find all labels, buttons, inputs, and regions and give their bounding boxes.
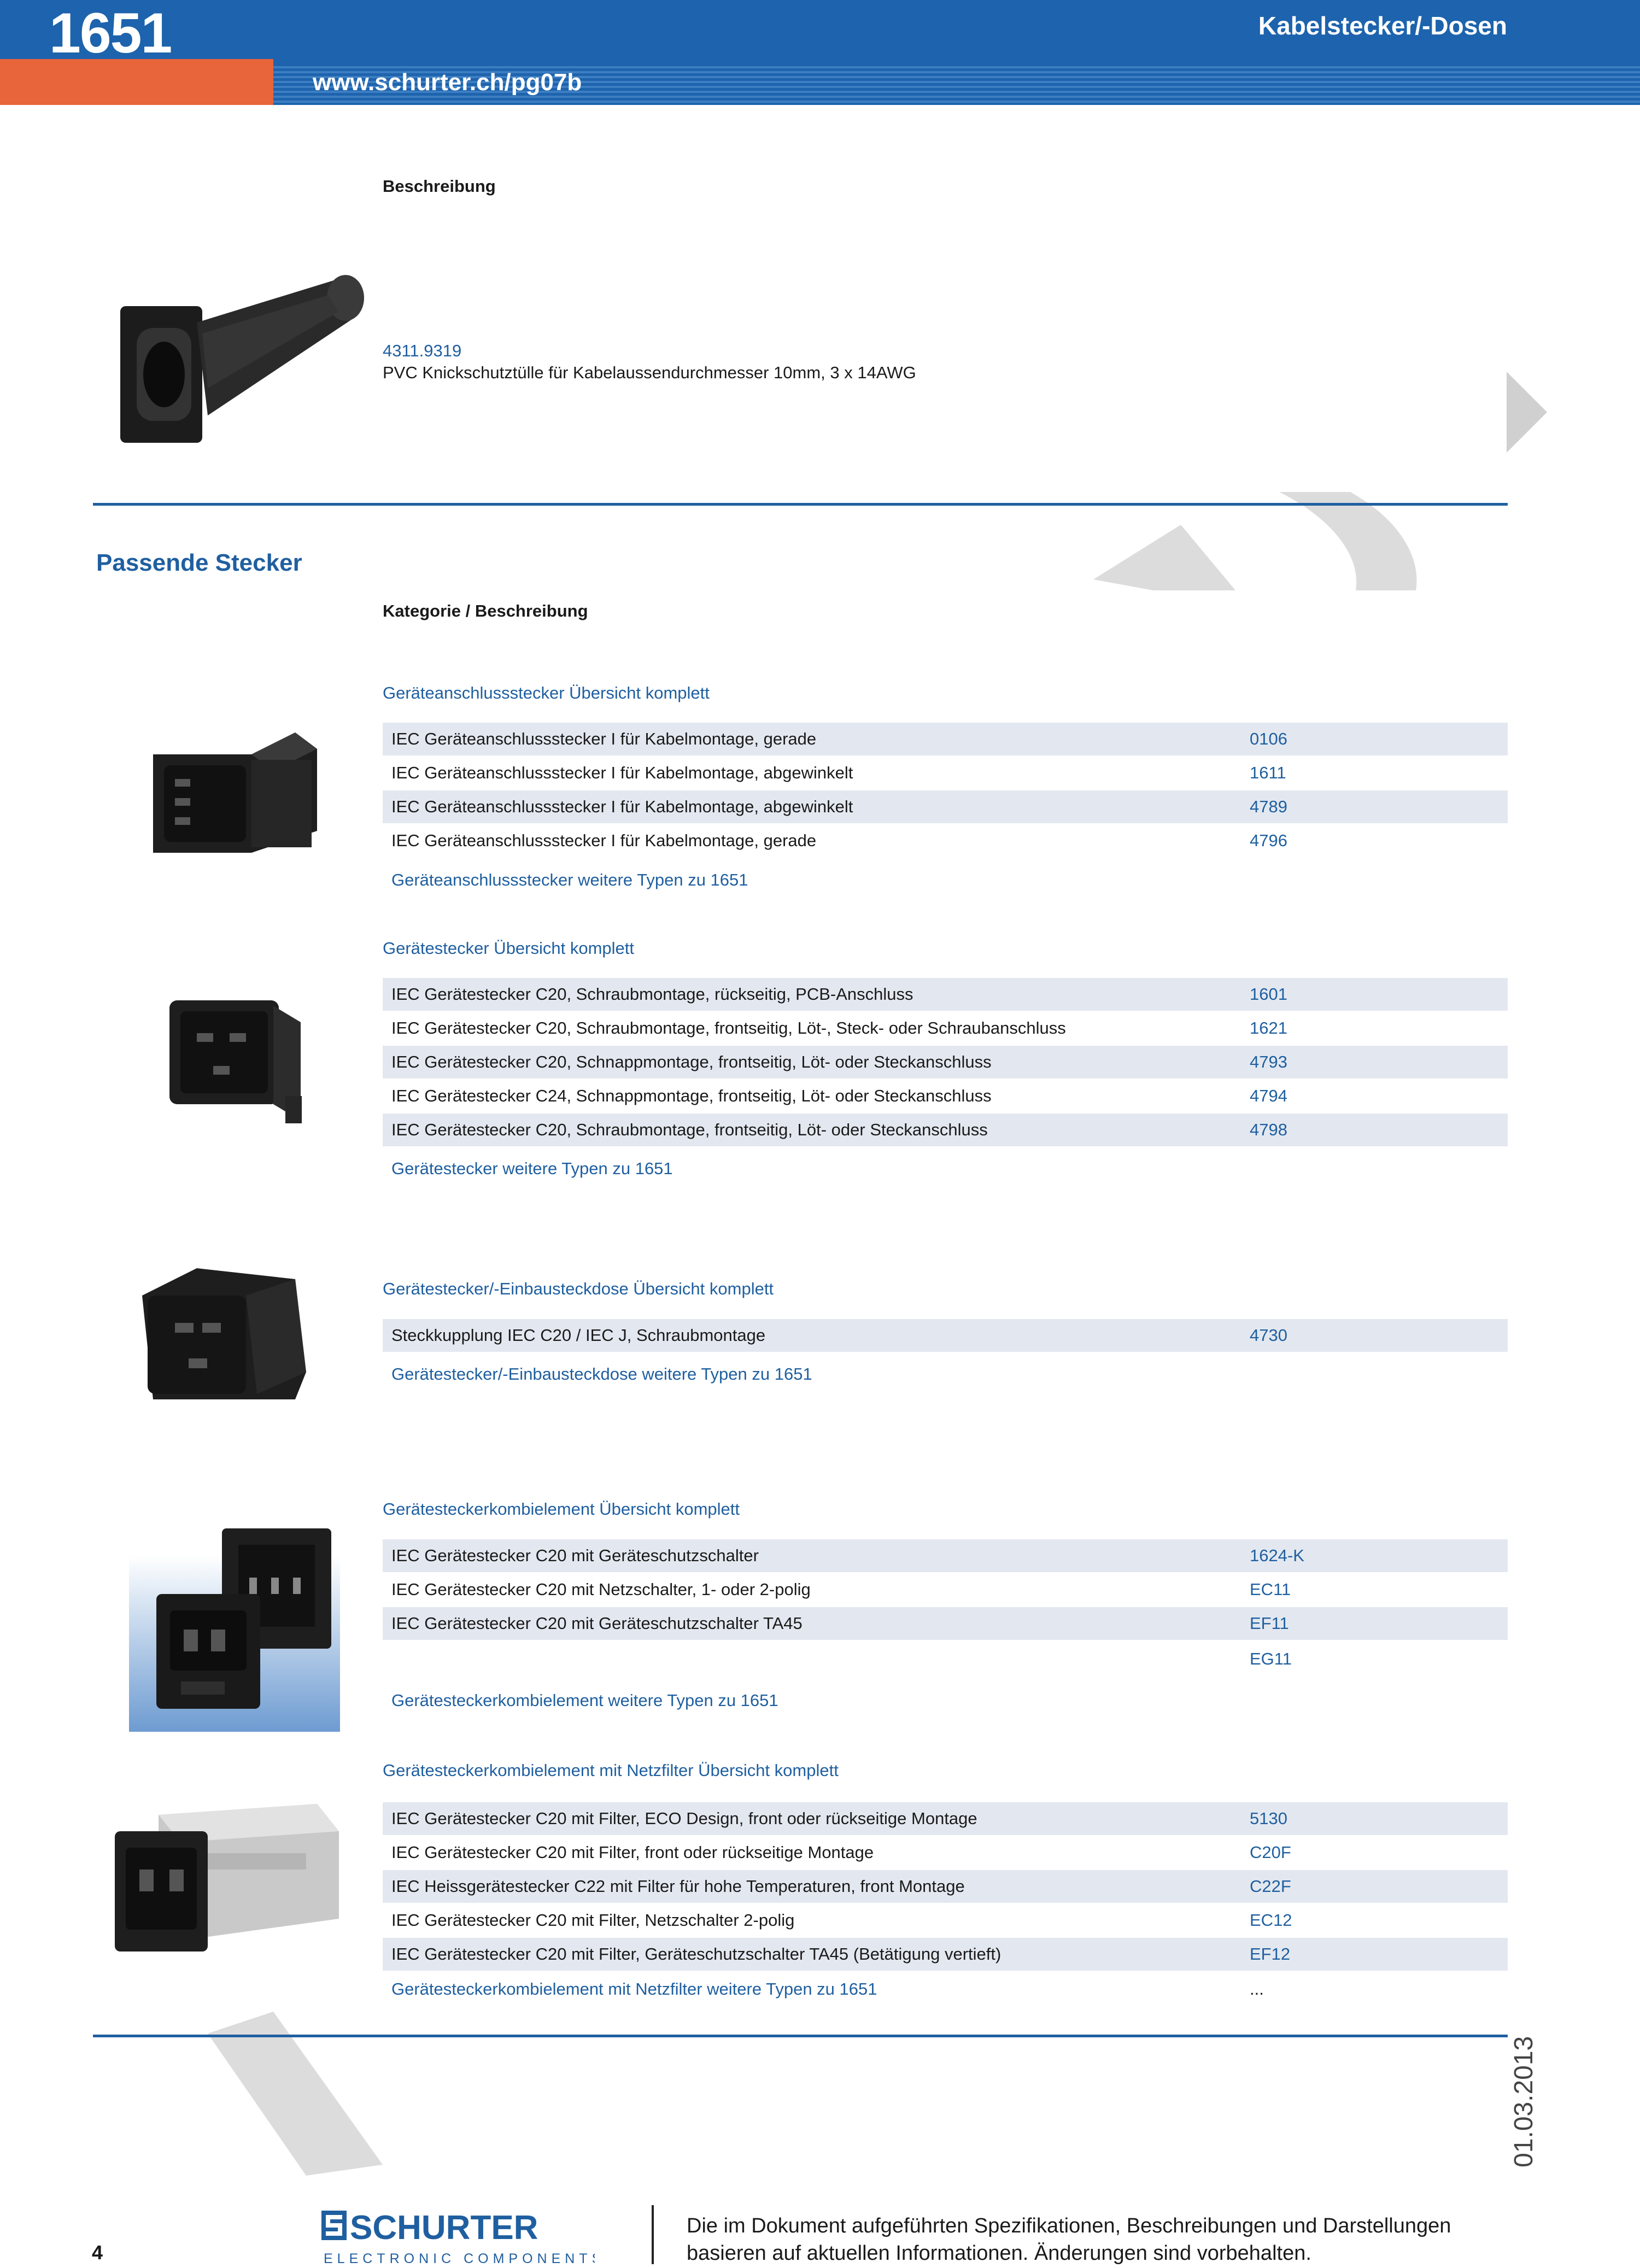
table-row[interactable]: [383, 757, 1508, 789]
schurter-logo: [321, 2206, 595, 2268]
row-description: Steckkupplung IEC C20 / IEC J, Schraubmontage: [391, 1326, 766, 1345]
row-code[interactable]: C20F: [1250, 1843, 1291, 1862]
row-description: IEC Geräteanschlussstecker I für Kabelmontage, gerade: [391, 831, 817, 850]
description-heading: Beschreibung: [383, 177, 496, 196]
table-row[interactable]: [383, 1573, 1508, 1606]
table-row[interactable]: [383, 1643, 1508, 1675]
row-description: IEC Gerätestecker C20 mit Filter, Geräteschutzschalter TA45 (Betätigung vertieft): [391, 1944, 1001, 1964]
table-row[interactable]: [383, 1870, 1508, 1903]
row-code[interactable]: 4798: [1250, 1120, 1287, 1139]
table-row[interactable]: [383, 1114, 1508, 1146]
row-description: IEC Geräteanschlussstecker I für Kabelmontage, abgewinkelt: [391, 763, 853, 782]
row-code[interactable]: 4789: [1250, 797, 1287, 816]
group-title[interactable]: Gerätestecker/-Einbausteckdose Übersicht komplett: [383, 1279, 774, 1298]
row-code[interactable]: C22F: [1250, 1877, 1291, 1896]
section-divider: [93, 503, 1508, 506]
table-row[interactable]: [383, 1080, 1508, 1112]
table-row[interactable]: [383, 824, 1508, 857]
product-number: 1651: [49, 2, 172, 65]
row-code[interactable]: 0106: [1250, 729, 1287, 748]
table-row[interactable]: [383, 1319, 1508, 1352]
row-code[interactable]: 1624-K: [1250, 1546, 1304, 1565]
section-title: Passende Stecker: [96, 549, 302, 576]
decorative-swoosh: [1093, 481, 1432, 590]
row-description: IEC Gerätestecker C20, Schraubmontage, rückseitig, PCB-Anschluss: [391, 984, 913, 1004]
row-description: IEC Geräteanschlussstecker I für Kabelmontage, abgewinkelt: [391, 797, 853, 816]
row-code[interactable]: 4793: [1250, 1052, 1287, 1071]
more-types-link[interactable]: Gerätesteckerkombielement weitere Typen zu 1651: [391, 1691, 778, 1710]
row-description: IEC Gerätestecker C20, Schnappmontage, frontseitig, Löt- oder Steckanschluss: [391, 1052, 992, 1071]
row-code[interactable]: 4796: [1250, 831, 1287, 850]
device-plug-image: [164, 989, 312, 1132]
row-description: IEC Gerätestecker C20, Schraubmontage, frontseitig, Löt- oder Steckanschluss: [391, 1120, 988, 1139]
disclaimer: [687, 2212, 1528, 2267]
table-row[interactable]: [383, 978, 1508, 1011]
group-title[interactable]: Gerätesteckerkombielement mit Netzfilter Übersicht komplett: [383, 1761, 839, 1780]
product-url[interactable]: www.schurter.ch/pg07b: [313, 69, 582, 96]
row-code[interactable]: 4730: [1250, 1326, 1287, 1345]
row-description: IEC Gerätestecker C20 mit Filter, ECO Design, front oder rückseitige Montage: [391, 1809, 977, 1828]
logo-subtitle: ELECTRONIC COMPONENTS: [324, 2251, 595, 2266]
more-types-link[interactable]: Geräteanschlussstecker weitere Typen zu 1651: [391, 870, 748, 889]
row-code[interactable]: 1621: [1250, 1018, 1287, 1038]
row-code[interactable]: 5130: [1250, 1809, 1287, 1828]
row-description: IEC Heissgerätestecker C22 mit Filter für hohe Temperaturen, front Montage: [391, 1877, 965, 1896]
page-number: 4: [92, 2241, 103, 2264]
coupler-image: [131, 1263, 317, 1410]
row-description: IEC Gerätestecker C20 mit Filter, front oder rückseitige Montage: [391, 1843, 874, 1862]
table-row[interactable]: [383, 1607, 1508, 1640]
table-row[interactable]: [383, 1836, 1508, 1869]
table-row[interactable]: [383, 1802, 1508, 1835]
more-types-link[interactable]: Gerätestecker/-Einbausteckdose weitere Typen zu 1651: [391, 1364, 812, 1384]
row-description: IEC Gerätestecker C20, Schraubmontage, frontseitig, Löt-, Steck- oder Schraubanschluss: [391, 1018, 1066, 1038]
row-code[interactable]: EC11: [1250, 1580, 1291, 1599]
table-row[interactable]: [383, 1012, 1508, 1045]
accessory-code[interactable]: 4311.9319: [383, 341, 462, 360]
table-row[interactable]: [383, 723, 1508, 755]
category-heading: Kategorie / Beschreibung: [383, 601, 588, 620]
group-title[interactable]: Geräteanschlussstecker Übersicht komplett: [383, 683, 710, 702]
table-row[interactable]: [383, 1938, 1508, 1971]
row-code[interactable]: EF12: [1250, 1944, 1291, 1964]
row-description: IEC Gerätestecker C20 mit Netzschalter, 1- oder 2-polig: [391, 1580, 811, 1599]
row-description: IEC Gerätestecker C20 mit Filter, Netzschalter 2-polig: [391, 1910, 795, 1930]
logo-text: SCHURTER: [350, 2209, 538, 2247]
appliance-plug-image: [142, 722, 339, 858]
power-entry-module-image: [129, 1523, 340, 1732]
chevron-right-icon: [1498, 372, 1553, 459]
accessory-description: PVC Knickschutztülle für Kabelaussendurchmesser 10mm, 3 x 14AWG: [383, 363, 916, 382]
more-types-link[interactable]: Gerätesteckerkombielement mit Netzfilter weitere Typen zu 1651: [391, 1979, 877, 1999]
disclaimer-line-1: Die im Dokument aufgeführten Spezifikationen, Beschreibungen und Darstellungen: [687, 2214, 1451, 2237]
disclaimer-line-2: basieren auf aktuellen Informationen. Änderungen sind vorbehalten.: [687, 2242, 1311, 2265]
row-description: IEC Gerätestecker C20 mit Geräteschutzschalter: [391, 1546, 759, 1565]
row-code[interactable]: EF11: [1250, 1614, 1289, 1633]
row-code[interactable]: 1611: [1250, 763, 1286, 782]
group-title[interactable]: Gerätestecker Übersicht komplett: [383, 939, 635, 958]
filter-module-image: [109, 1798, 350, 1962]
page-title: Kabelstecker/-Dosen: [1258, 11, 1507, 40]
table-row[interactable]: [383, 1539, 1508, 1572]
bottom-divider: [93, 2035, 1508, 2037]
row-description: IEC Gerätestecker C20 mit Geräteschutzschalter TA45: [391, 1614, 803, 1633]
cable-gland-image: [98, 268, 372, 448]
table-row[interactable]: [383, 1046, 1508, 1079]
group-title[interactable]: Gerätesteckerkombielement Übersicht komplett: [383, 1499, 740, 1519]
row-code[interactable]: 4794: [1250, 1086, 1287, 1105]
schurter-logo-mark: [321, 2206, 595, 2266]
row-code[interactable]: EC12: [1250, 1910, 1292, 1930]
row-code[interactable]: EG11: [1250, 1649, 1292, 1668]
table-row[interactable]: [383, 1904, 1508, 1937]
more-types-code: ...: [1250, 1979, 1264, 1999]
more-types-link[interactable]: Gerätestecker weitere Typen zu 1651: [391, 1159, 673, 1178]
footer-divider: [652, 2205, 654, 2264]
row-description: IEC Gerätestecker C24, Schnappmontage, frontseitig, Löt- oder Steckanschluss: [391, 1086, 992, 1105]
document-date: 01.03.2013: [1509, 2036, 1538, 2167]
row-code[interactable]: 1601: [1250, 984, 1287, 1004]
table-row[interactable]: [383, 790, 1508, 823]
row-description: IEC Geräteanschlussstecker I für Kabelmontage, gerade: [391, 729, 817, 748]
